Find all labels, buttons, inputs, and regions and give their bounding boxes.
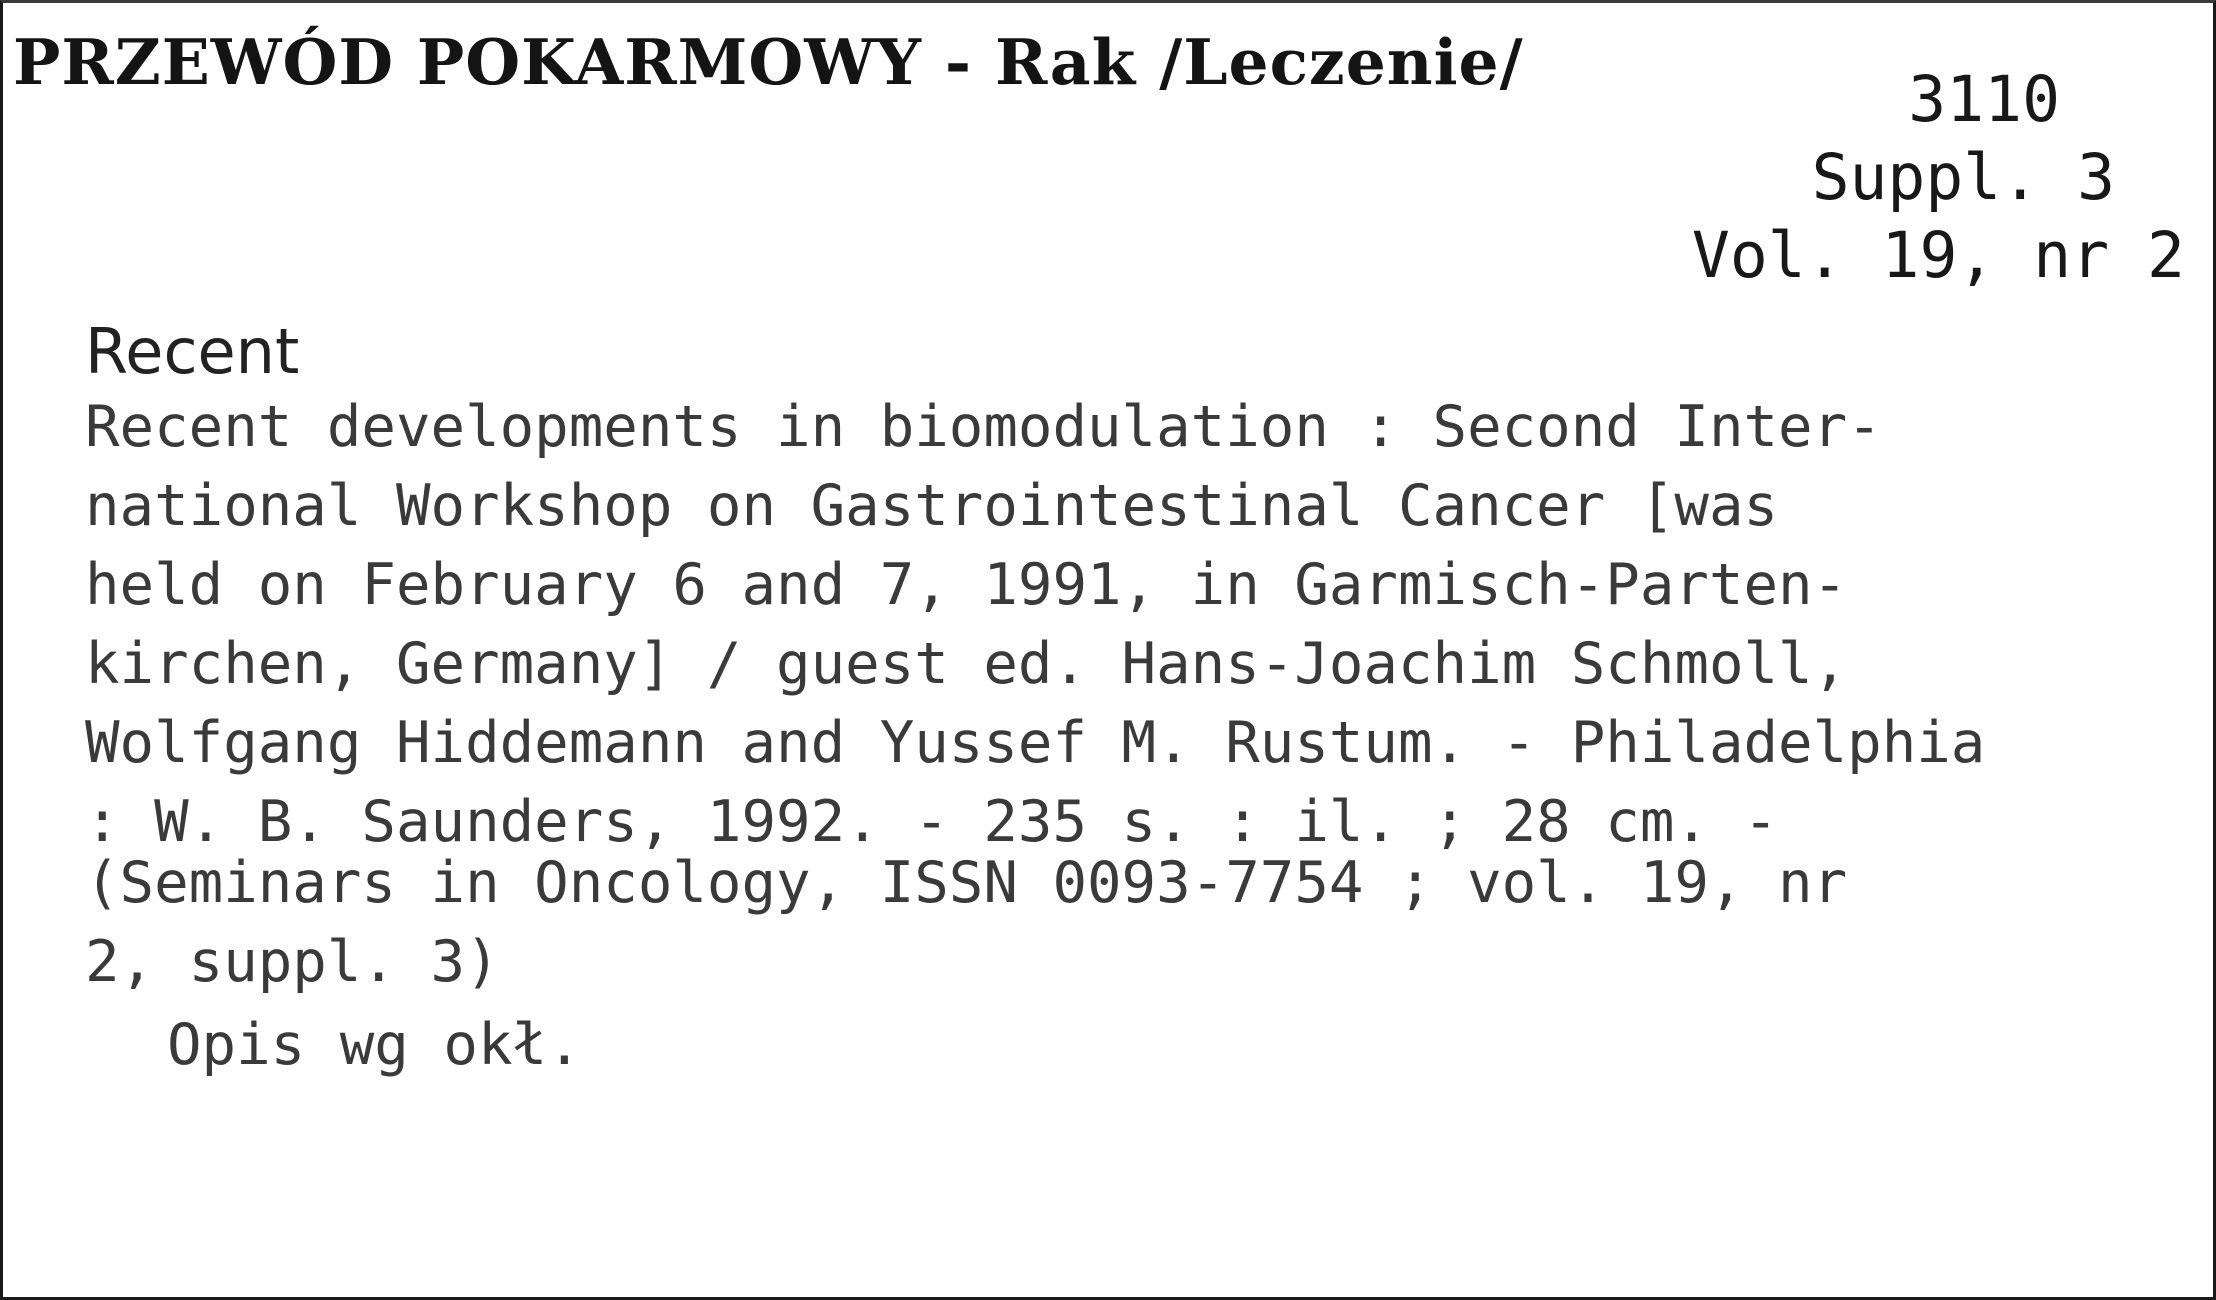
bibliographic-entry [85, 387, 2216, 1001]
entry-line: national Workshop on Gastrointestinal Cancer [was [85, 472, 1779, 539]
description-note: Opis wg okł. [167, 1011, 582, 1078]
entry-line: : W. B. Saunders, 1992. - 235 s. : il. ; 28 cm. - [85, 788, 1779, 855]
call-number-line: 3110 [1908, 63, 2060, 136]
entry-line: 2, suppl. 3) [85, 928, 500, 995]
entry-line: kirchen, Germany] / guest ed. Hans-Joachim Schmoll, [85, 630, 1848, 697]
entry-line: held on February 6 and 7, 1991, in Garmisch-Parten- [85, 551, 1848, 618]
call-number-line: Vol. 19, nr 2 [1691, 219, 2185, 292]
subject-heading: PRZEWÓD POKARMOWY - Rak /Leczenie/ [13, 25, 1524, 99]
call-number [1692, 61, 2185, 295]
entry-line: (Seminars in Oncology, ISSN 0093-7754 ; vol. 19, nr [85, 849, 1848, 916]
filing-word: Recent [85, 315, 300, 388]
entry-line: Recent developments in biomodulation : Second Inter- [85, 393, 1882, 460]
entry-line: Wolfgang Hiddemann and Yussef M. Rustum. - Philadelphia [85, 709, 1986, 776]
call-number-line: Suppl. 3 [1811, 141, 2115, 214]
